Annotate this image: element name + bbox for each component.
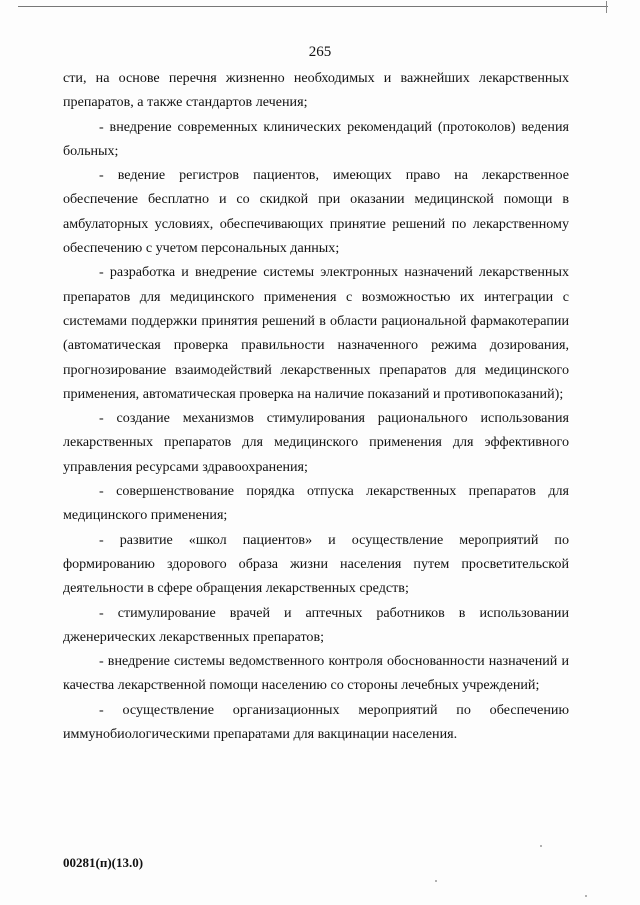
document-body [63,66,569,746]
paragraph: - развитие «школ пациентов» и осуществление мероприятий по формированию здорового образа жизни населения путем просветительской деятельности в сфере обращения лекарственных средств; [63,531,569,597]
top-scan-edge [18,6,608,7]
paragraph: - внедрение системы ведомственного контроля обоснованности назначений и качества лекарственной помощи населению со стороны лечебных учреждений; [63,653,569,694]
top-scan-corner [606,1,607,13]
paragraph: - разработка и внедрение системы электронных назначений лекарственных препаратов для медицинского применения с возможностью их интеграции с системами поддержки принятия решений в области рациональной фармакотерапии (автоматическая проверка правильности назначенного режима дозирования, прогнозирование взаимодействий лекарственных препаратов для медицинского применения, автоматическая проверка на наличие показаний и противопоказаний); [63,264,569,402]
paragraph: - стимулирование врачей и аптечных работников в использовании дженерических лекарственных препаратов; [63,604,569,645]
paragraph: - совершенствование порядка отпуска лекарственных препаратов для медицинского применения; [63,483,569,524]
paragraph: сти, на основе перечня жизненно необходимых и важнейших лекарственных препаратов, а также стандартов лечения; [63,70,569,111]
scan-speck [435,880,437,882]
page-number: 265 [308,44,332,60]
paragraph: - создание механизмов стимулирования рационального использования лекарственных препаратов для медицинского применения для эффективного управления ресурсами здравоохранения; [63,410,569,475]
scan-speck [585,895,587,897]
paragraph: - осуществление организационных мероприятий по обеспечению иммунобиологическими препаратами для вакцинации населения. [63,701,569,743]
scan-speck [540,845,542,847]
paragraph: - ведение регистров пациентов, имеющих право на лекарственное обеспечение бесплатно и со скидкой при оказании медицинской помощи в амбулаторных условиях, обеспечивающих принятие решений по лекарственному обеспечению с учетом персональных данных; [63,167,569,257]
document-code: 00281(п)(13.0) [63,855,144,870]
paragraph: - внедрение современных клинических рекомендаций (протоколов) ведения больных; [63,118,569,159]
